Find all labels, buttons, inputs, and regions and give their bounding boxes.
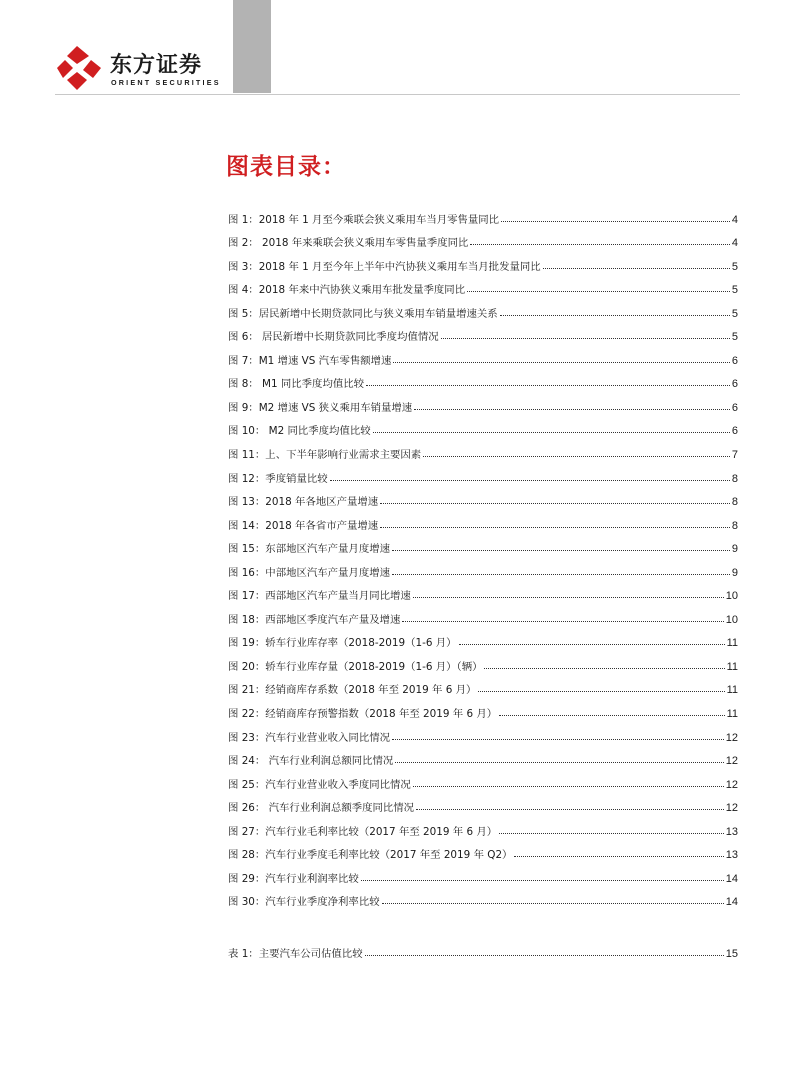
toc-entry-page: 12 — [725, 731, 738, 744]
toc-entry-label: 图 27：汽车行业毛利率比较（2017 年至 2019 年 6 月） — [228, 825, 498, 838]
dot-leader — [380, 503, 730, 504]
toc-entry-label: 图 7：M1 增速 VS 汽车零售额增速 — [228, 354, 392, 367]
toc-entry-figure[interactable] — [228, 414, 738, 438]
toc-entry-figure[interactable] — [228, 508, 738, 532]
toc-entry-page: 5 — [731, 284, 738, 297]
dot-leader — [393, 362, 729, 363]
toc-entry-page: 11 — [726, 660, 738, 673]
toc-entry-page: 8 — [731, 519, 738, 532]
toc-entry-figure[interactable] — [228, 390, 738, 414]
toc-entry-figure[interactable] — [228, 696, 738, 720]
dot-leader — [514, 856, 723, 857]
toc-entry-figure[interactable] — [228, 602, 738, 626]
toc-entry-figure[interactable] — [228, 626, 738, 650]
dot-leader — [499, 833, 724, 834]
toc-entry-label: 图 25：汽车行业营业收入季度同比情况 — [228, 778, 411, 791]
dot-leader — [392, 574, 730, 575]
toc-entry-figure[interactable] — [228, 461, 738, 485]
dot-leader — [416, 809, 724, 810]
dot-leader — [484, 668, 724, 669]
dot-leader — [392, 739, 724, 740]
toc-entry-figure[interactable] — [228, 249, 738, 273]
toc-entry-page: 12 — [725, 755, 738, 768]
toc-entry-figure[interactable] — [228, 367, 738, 391]
toc-entry-page: 11 — [726, 637, 738, 650]
header-grey-tab — [233, 0, 271, 93]
toc-entry-label: 图 18：西部地区季度汽车产量及增速 — [228, 613, 401, 626]
company-logo — [55, 44, 221, 92]
dot-leader — [380, 527, 730, 528]
toc-entry-label: 图 17：西部地区汽车产量当月同比增速 — [228, 590, 411, 603]
dot-leader — [470, 244, 729, 245]
toc-entry-figure[interactable] — [228, 555, 738, 579]
dot-leader — [413, 597, 724, 598]
toc-entry-page: 5 — [731, 331, 738, 344]
dot-leader — [413, 786, 724, 787]
toc-entry-page: 9 — [731, 566, 738, 579]
toc-entry-page: 7 — [731, 449, 738, 462]
toc-entry-label: 图 28：汽车行业季度毛利率比较（2017 年至 2019 年 Q2） — [228, 849, 513, 862]
toc-entry-label: 图 6： 居民新增中长期贷款同比季度均值情况 — [228, 331, 439, 344]
toc-entry-figure[interactable] — [228, 885, 738, 909]
logo-english-name: ORIENT SECURITIES — [111, 78, 221, 87]
toc-entry-page: 14 — [725, 896, 738, 909]
toc-entry-label: 图 29：汽车行业利润率比较 — [228, 872, 359, 885]
dot-leader — [365, 955, 724, 956]
dot-leader — [392, 550, 730, 551]
toc-entry-label: 图 12：季度销量比较 — [228, 472, 328, 485]
toc-entry-label: 图 10： M2 同比季度均值比较 — [228, 425, 371, 438]
toc-entry-figure[interactable] — [228, 273, 738, 297]
toc-entry-label: 图 15：东部地区汽车产量月度增速 — [228, 543, 390, 556]
toc-entry-figure[interactable] — [228, 343, 738, 367]
toc-entry-page: 11 — [726, 684, 738, 697]
toc-entry-page: 11 — [726, 708, 738, 721]
page-title: 图表目录： — [226, 154, 346, 180]
toc-entry-label: 图 8： M1 同比季度均值比较 — [228, 378, 365, 391]
toc-entry-label: 图 1：2018 年 1 月至今乘联会狭义乘用车当月零售量同比 — [228, 213, 500, 226]
toc-entry-page: 6 — [731, 378, 738, 391]
toc-entry-page: 4 — [731, 237, 738, 250]
toc-entry-figure[interactable] — [228, 437, 738, 461]
toc-entry-figure[interactable] — [228, 767, 738, 791]
toc-entry-label: 图 26： 汽车行业利润总额季度同比情况 — [228, 802, 415, 815]
toc-entry-figure[interactable] — [228, 649, 738, 673]
toc-entry-figure[interactable] — [228, 532, 738, 556]
dot-leader — [402, 621, 723, 622]
toc-entry-figure[interactable] — [228, 296, 738, 320]
toc-entry-figure[interactable] — [228, 579, 738, 603]
toc-entry-page: 5 — [731, 260, 738, 273]
toc-entry-figure[interactable] — [228, 791, 738, 815]
toc-entry-figure[interactable] — [228, 202, 738, 226]
toc-entry-label: 图 21：经销商库存系数（2018 年至 2019 年 6 月） — [228, 684, 477, 697]
toc-entry-label: 图 4：2018 年来中汽协狭义乘用车批发量季度同比 — [228, 284, 466, 297]
toc-entry-label: 图 9：M2 增速 VS 狭义乘用车销量增速 — [228, 401, 413, 414]
dot-leader — [543, 268, 730, 269]
toc-entry-page: 13 — [725, 849, 738, 862]
toc-entry-page: 8 — [731, 472, 738, 485]
toc-entry-figure[interactable] — [228, 720, 738, 744]
toc-entry-label: 图 20：轿车行业库存量（2018-2019（1-6 月）（辆） — [228, 660, 483, 673]
toc-entry-label: 表 1：主要汽车公司估值比较 — [228, 947, 363, 960]
toc-entry-label: 图 14：2018 年各省市产量增速 — [228, 519, 379, 532]
dot-leader — [361, 880, 724, 881]
dot-leader — [467, 291, 730, 292]
toc-entry-label: 图 16：中部地区汽车产量月度增速 — [228, 566, 390, 579]
toc-entry-figure[interactable] — [228, 485, 738, 509]
table-list — [228, 936, 738, 960]
toc-entry-page: 14 — [725, 872, 738, 885]
toc-entry-page: 10 — [725, 613, 738, 626]
toc-entry-page: 8 — [731, 496, 738, 509]
toc-entry-figure[interactable] — [228, 814, 738, 838]
dot-leader — [423, 456, 730, 457]
dot-leader — [330, 480, 730, 481]
toc-entry-figure[interactable] — [228, 226, 738, 250]
dot-leader — [459, 644, 725, 645]
logo-mark-icon — [55, 44, 105, 92]
toc-entry-figure[interactable] — [228, 838, 738, 862]
toc-entry-page: 12 — [725, 778, 738, 791]
toc-entry-label: 图 22：经销商库存预警指数（2018 年至 2019 年 6 月） — [228, 708, 498, 721]
toc-entry-label: 图 30：汽车行业季度净利率比较 — [228, 896, 380, 909]
toc-entry-label: 图 13：2018 年各地区产量增速 — [228, 496, 379, 509]
dot-leader — [414, 409, 730, 410]
dot-leader — [373, 432, 730, 433]
toc-entry-label: 图 23：汽车行业营业收入同比情况 — [228, 731, 390, 744]
toc-entry-label: 图 24： 汽车行业利润总额同比情况 — [228, 755, 394, 768]
toc-entry-page: 12 — [725, 802, 738, 815]
toc-entry-page: 9 — [731, 543, 738, 556]
toc-entry-label: 图 5：居民新增中长期贷款同比与狭义乘用车销量增速关系 — [228, 307, 498, 320]
toc-entry-page: 6 — [731, 425, 738, 438]
toc-entry-label: 图 3：2018 年 1 月至今年上半年中汽协狭义乘用车当月批发量同比 — [228, 260, 541, 273]
toc-entry-page: 13 — [725, 825, 738, 838]
toc-entry-page: 10 — [725, 590, 738, 603]
logo-chinese-name: 东方证券 — [110, 53, 203, 78]
toc-entry-figure[interactable] — [228, 673, 738, 697]
toc-entry-page: 6 — [731, 401, 738, 414]
figure-list — [228, 202, 738, 908]
toc-entry-page: 4 — [731, 213, 738, 226]
toc-entry-page: 6 — [731, 354, 738, 367]
dot-leader — [500, 315, 730, 316]
dot-leader — [382, 903, 724, 904]
dot-leader — [501, 221, 730, 222]
dot-leader — [366, 385, 730, 386]
toc-entry-figure[interactable] — [228, 744, 738, 768]
dot-leader — [478, 691, 724, 692]
toc-entry-label: 图 2： 2018 年来乘联会狭义乘用车零售量季度同比 — [228, 237, 469, 250]
toc-entry-figure[interactable] — [228, 320, 738, 344]
dot-leader — [395, 762, 723, 763]
toc-entry-page: 5 — [731, 307, 738, 320]
dot-leader — [499, 715, 724, 716]
header-divider — [55, 94, 740, 95]
toc-entry-label: 图 19：轿车行业库存率（2018-2019（1-6 月） — [228, 637, 457, 650]
toc-entry-label: 图 11：上、下半年影响行业需求主要因素 — [228, 449, 422, 462]
toc-entry-table[interactable] — [228, 936, 738, 960]
dot-leader — [441, 338, 730, 339]
toc-entry-figure[interactable] — [228, 861, 738, 885]
toc-entry-page: 15 — [725, 947, 738, 960]
